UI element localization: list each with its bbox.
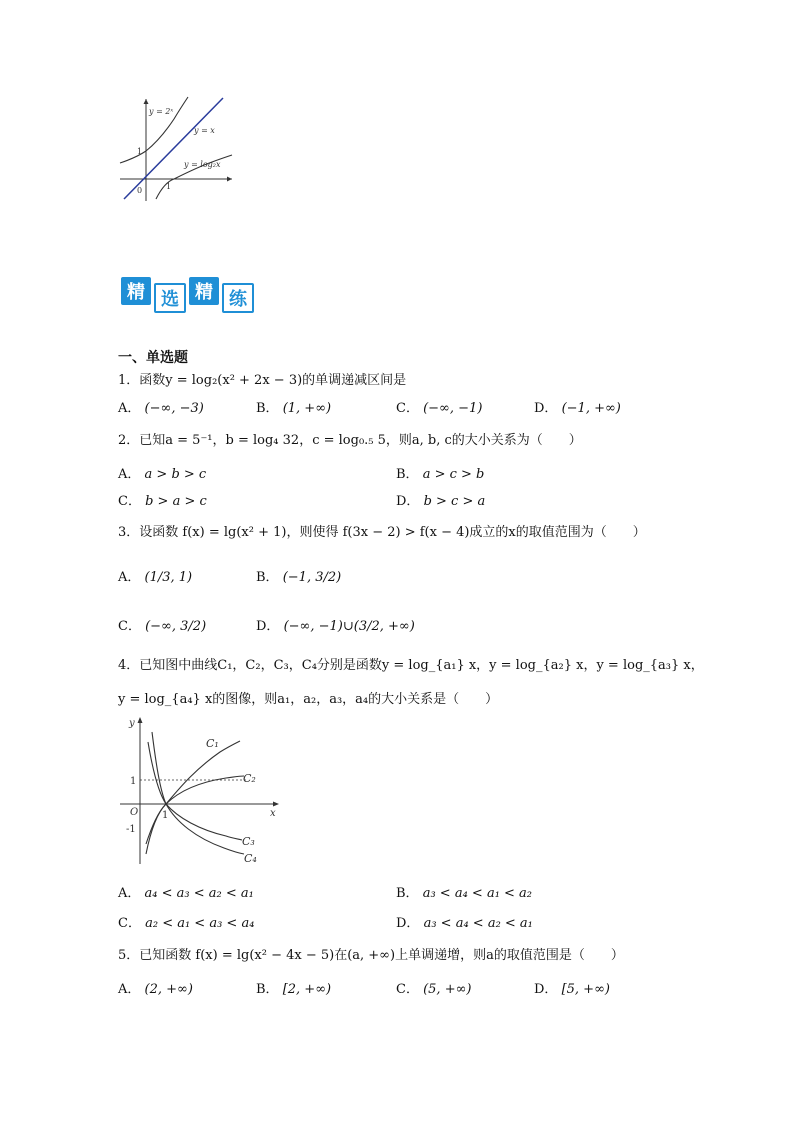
q3-option-a[interactable] [118, 566, 192, 585]
badge-char-4: 练 [222, 283, 254, 313]
q2-option-c[interactable] [118, 490, 207, 509]
q2-option-a-value: a > b > c [144, 467, 207, 482]
top-x-arrow [227, 177, 232, 182]
q1-option-b-value: (1, +∞) [282, 401, 332, 416]
q5-option-d-value: [5, +∞) [561, 982, 610, 997]
q1-stem: 1．函数y = log₂(x² + 2x − 3)的单调递减区间是 [118, 373, 407, 388]
q4-y-arrow [138, 717, 143, 723]
label-exp: y = 2ˣ [149, 107, 174, 116]
curve-c1 [146, 741, 240, 854]
q3-option-a-value: (1/3, 1) [144, 570, 193, 585]
badge-char-2: 选 [154, 283, 186, 313]
q3-option-a-label: A． [118, 570, 141, 585]
q4-x-label: x [270, 808, 276, 819]
origin-label: 0 [137, 186, 143, 195]
q1-option-d-value: (−1, +∞) [561, 401, 621, 416]
q1-option-a-value: (−∞, −3) [144, 401, 204, 416]
q1-option-a-label: A． [118, 401, 141, 416]
q2-option-b-label: B． [396, 467, 419, 482]
q3-stem: 3．设函数 f(x) = lg(x² + 1)，则使得 f(3x − 2) > f(x − 4)成立的x的取值范围为（ ） [118, 525, 646, 540]
q4-option-a-value: a₄ < a₃ < a₂ < a₁ [144, 886, 254, 901]
label-log: y = log₂x [184, 160, 221, 169]
q4-option-d-value: a₃ < a₄ < a₂ < a₁ [423, 916, 533, 931]
q5-option-b[interactable] [256, 978, 331, 997]
q3-option-b-value: (−1, 3/2) [282, 570, 342, 585]
q2-option-b[interactable] [396, 463, 484, 482]
q4-y-label: y [129, 718, 135, 729]
badge-char-3: 精 [189, 277, 219, 305]
top-function-graph [116, 95, 236, 205]
q5-option-c-label: C． [396, 982, 419, 997]
q3-option-d-label: D． [256, 619, 280, 634]
q3-option-d[interactable] [256, 615, 415, 634]
q3-option-c[interactable] [118, 615, 206, 634]
q4-option-c-value: a₂ < a₁ < a₃ < a₄ [145, 916, 255, 931]
q2-option-a[interactable] [118, 463, 206, 482]
q5-option-a-label: A． [118, 982, 141, 997]
q4-stem-line1: 4．已知图中曲线C₁，C₂，C₃，C₄分别是函数y = log_{a₁} x，y = log_{a₂} x，y = log_{a₃} x， [118, 658, 704, 673]
q1-option-c-label: C． [396, 401, 419, 416]
q5-option-a[interactable] [118, 978, 193, 997]
q5-option-d[interactable] [534, 978, 610, 997]
label-c4: C₄ [244, 852, 257, 865]
q4-x-arrow [273, 802, 279, 807]
q4-option-c-label: C． [118, 916, 141, 931]
q2-option-d[interactable] [396, 490, 485, 509]
q3-option-b[interactable] [256, 566, 341, 585]
q2-option-c-label: C． [118, 494, 141, 509]
q4-option-b-value: a₃ < a₄ < a₁ < a₂ [422, 886, 533, 901]
section-badge [121, 277, 257, 311]
q5-option-a-value: (2, +∞) [144, 982, 193, 997]
q4-option-a[interactable] [118, 882, 254, 901]
q2-option-d-value: b > c > a [423, 494, 486, 509]
q1-option-d[interactable] [534, 397, 621, 416]
q4-tick-neg1: -1 [126, 824, 136, 835]
tick-1-x: 1 [166, 182, 172, 191]
q3-option-c-label: C． [118, 619, 141, 634]
q5-option-d-label: D． [534, 982, 558, 997]
q4-option-b-label: B． [396, 886, 419, 901]
q4-log-graph [116, 714, 286, 874]
q2-option-d-label: D． [396, 494, 420, 509]
q2-stem: 2．已知a = 5⁻¹，b = log₄ 32，c = log₀.₅ 5，则a, b, c的大小关系为（ ） [118, 433, 582, 448]
q1-option-a[interactable] [118, 397, 204, 416]
q2-option-b-value: a > c > b [422, 467, 485, 482]
q5-stem: 5．已知函数 f(x) = lg(x² − 4x − 5)在(a, +∞)上单调递增，则a的取值范围是（ ） [118, 948, 624, 963]
q4-tick-1: 1 [130, 776, 137, 787]
q4-stem-line2: y = log_{a₄} x的图像，则a₁，a₂，a₃，a₄的大小关系是（ ） [118, 692, 499, 707]
q4-option-c[interactable] [118, 912, 254, 931]
q1-option-c-value: (−∞, −1) [423, 401, 483, 416]
tick-1-y: 1 [137, 147, 143, 156]
q1-option-c[interactable] [396, 397, 482, 416]
label-identity: y = x [194, 126, 215, 135]
q4-option-a-label: A． [118, 886, 141, 901]
label-c3: C₃ [242, 835, 255, 848]
q5-option-c-value: (5, +∞) [423, 982, 472, 997]
q1-option-b[interactable] [256, 397, 331, 416]
q5-option-c[interactable] [396, 978, 472, 997]
q2-option-c-value: b > a > c [145, 494, 207, 509]
label-c2: C₂ [243, 772, 256, 785]
top-y-arrow [144, 99, 149, 104]
q4-option-d[interactable] [396, 912, 533, 931]
q4-option-d-label: D． [396, 916, 420, 931]
q1-option-d-label: D． [534, 401, 558, 416]
badge-char-1: 精 [121, 277, 151, 305]
q4-origin: O [130, 807, 139, 818]
section-title: 一、单选题 [118, 350, 188, 366]
curve-c4 [152, 732, 244, 854]
q3-option-d-value: (−∞, −1)∪(3/2, +∞) [283, 619, 415, 634]
q3-option-b-label: B． [256, 570, 279, 585]
q4-tick-x1: 1 [162, 810, 169, 821]
q3-option-c-value: (−∞, 3/2) [145, 619, 207, 634]
label-c1: C₁ [206, 737, 219, 750]
q2-option-a-label: A． [118, 467, 141, 482]
q5-option-b-label: B． [256, 982, 279, 997]
q5-option-b-value: [2, +∞) [282, 982, 332, 997]
q1-option-b-label: B． [256, 401, 279, 416]
q4-option-b[interactable] [396, 882, 532, 901]
